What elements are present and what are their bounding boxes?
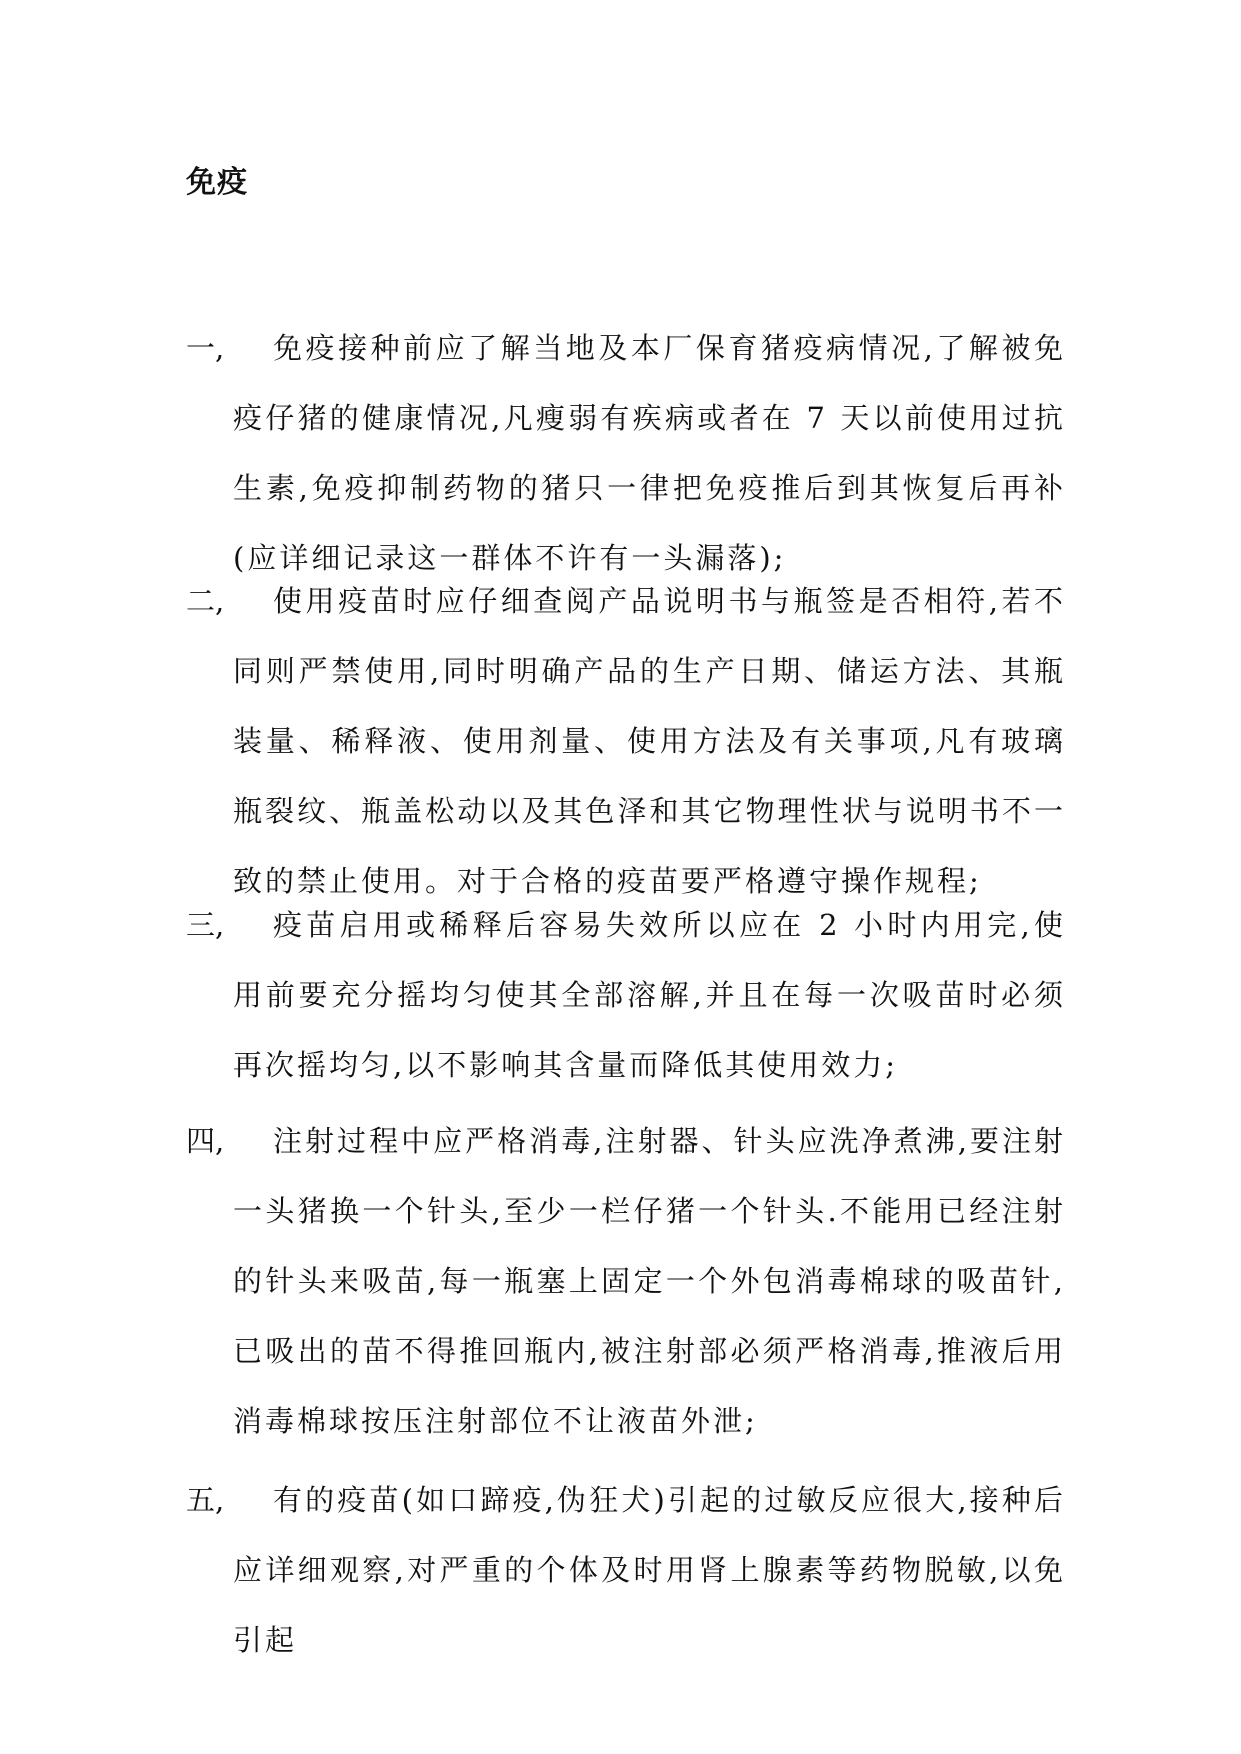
document-title: 免疫: [186, 165, 248, 200]
item-text: 免疫接种前应了解当地及本厂保育猪疫病情况,了解被免疫仔猪的健康情况,凡瘦弱有疾病或者在 7 天以前使用过抗生素,免疫抑制药物的猪只一律把免疫推后到其恢复后再补(应详细记录这一群体不许有一头漏落);: [233, 331, 1066, 575]
item-number: 一,: [186, 331, 225, 365]
list-item: [186, 1465, 1066, 1675]
item-number: 四,: [186, 1124, 225, 1158]
item-text: 疫苗启用或稀释后容易失效所以应在 2 小时内用完,使用前要充分摇均匀使其全部溶解,并且在每一次吸苗时必须再次摇均匀,以不影响其含量而降低其使用效力;: [233, 908, 1066, 1082]
item-text: 使用疫苗时应仔细查阅产品说明书与瓶签是否相符,若不同则严禁使用,同时明确产品的生产日期、储运方法、其瓶装量、稀释液、使用剂量、使用方法及有关事项,凡有玻璃瓶裂纹、瓶盖松动以及其色泽和其它物理性状与说明书不一致的禁止使用。对于合格的疫苗要严格遵守操作规程;: [233, 584, 1066, 898]
list-item: [186, 890, 1066, 1100]
item-number: 二,: [186, 584, 225, 618]
list-item: [186, 566, 1066, 916]
item-number: 三,: [186, 908, 225, 942]
list-item: [186, 1106, 1066, 1456]
item-text: 有的疫苗(如口蹄疫,伪狂犬)引起的过敏反应很大,接种后应详细观察,对严重的个体及时用肾上腺素等药物脱敏,以免引起: [233, 1483, 1066, 1657]
item-number: 五,: [186, 1483, 225, 1517]
list-item: [186, 313, 1066, 593]
item-text: 注射过程中应严格消毒,注射器、针头应洗净煮沸,要注射一头猪换一个针头,至少一栏仔猪一个针头.不能用已经注射的针头来吸苗,每一瓶塞上固定一个外包消毒棉球的吸苗针,已吸出的苗不得推回瓶内,被注射部必须严格消毒,推液后用消毒棉球按压注射部位不让液苗外泄;: [233, 1124, 1066, 1438]
